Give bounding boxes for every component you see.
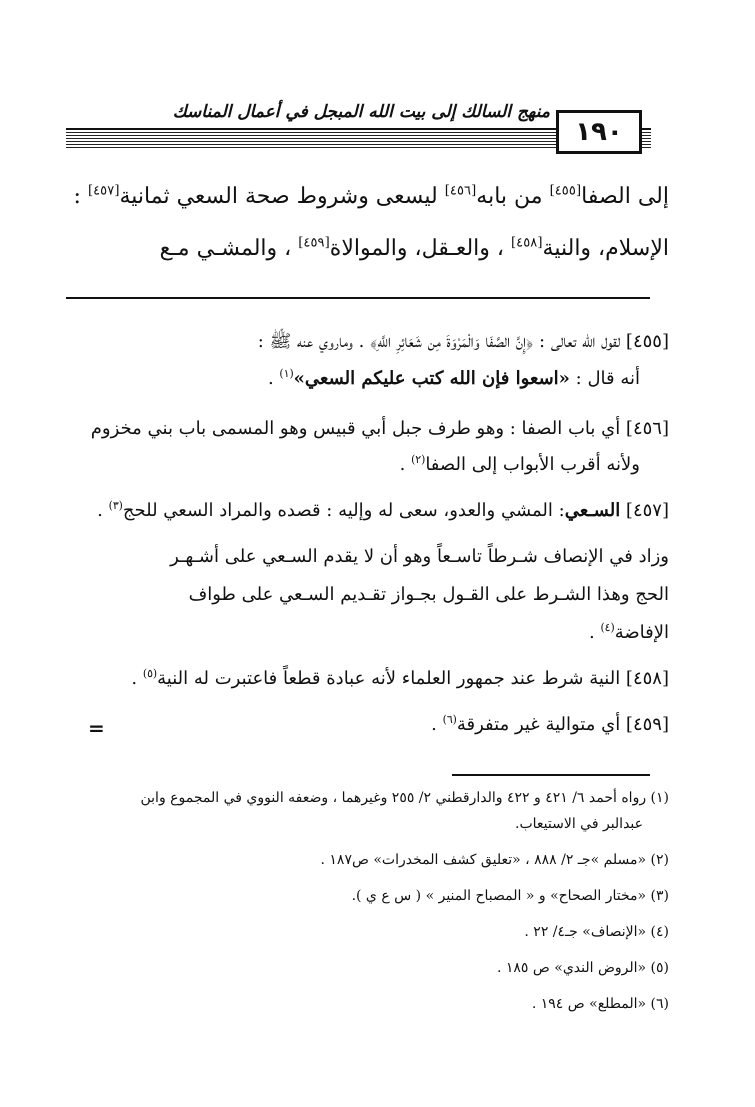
note-455-line-1: [٤٥٥] لقول الله تعالى : ﴿إِنَّ الصَّفَا وَالْمَرْوَةَ مِن شَعَائِرِ اللَّهِ﴾ . وماروي عنه ﷺ : xyxy=(257,331,669,352)
text-span: . xyxy=(431,714,443,735)
footnote-3: (٣) «مختار الصحاح» و « المصباح المنير » ( س ع ي ). xyxy=(351,888,669,904)
note-456-line-2 xyxy=(400,454,640,475)
text-span: الإفاضة xyxy=(614,622,669,643)
page-number-box xyxy=(556,110,642,154)
footnote-marker: (١) xyxy=(279,367,294,380)
ref-marker: [٤٥٧] xyxy=(87,183,120,199)
note-457 xyxy=(97,500,669,521)
text-span: الإسلام، والنية xyxy=(542,236,669,261)
footnote-marker: (٦) xyxy=(442,713,457,726)
text-span: . xyxy=(97,500,109,521)
text-span: . xyxy=(399,454,412,475)
text-span: [٤٥٨] النية شرط عند جمهور العلماء لأنه عبادة قطعاً فاعتبرت له النية xyxy=(157,668,669,689)
page-number: ١٩٠ xyxy=(575,117,623,147)
text-span: : xyxy=(73,184,88,209)
footnote-marker: (٥) xyxy=(142,667,158,680)
footnote-marker: (٢) xyxy=(411,453,426,466)
text-span: ليسعى وشروط صحة السعي ثمانية xyxy=(119,184,445,209)
text-span: [٤٥٧] xyxy=(620,500,669,521)
addition-line-3 xyxy=(589,622,669,643)
footnote-4: (٤) «الإنصاف» جـ٤/ ٢٢ . xyxy=(524,924,669,940)
footnote-divider xyxy=(452,774,650,776)
text-span: . xyxy=(131,668,143,689)
text-span: . xyxy=(267,368,280,389)
text-span: ولأنه أقرب الأبواب إلى الصفا xyxy=(425,454,640,475)
hadith-quote: «اسعوا فإن الله كتب عليكم السعي» xyxy=(293,368,570,389)
note-459 xyxy=(431,714,669,735)
text-span: ، والمشـي مـع xyxy=(159,236,299,261)
text-span: . xyxy=(589,622,601,643)
footnote-marker: (٣) xyxy=(108,499,123,512)
section-divider xyxy=(66,297,650,299)
footnote-1-line-1: (١) رواه أحمد ٦/ ٤٢١ و ٤٢٢ والدارقطني ٢/ ٢٥٥ وغيرهما ، وضعفه النووي في المجموع وابن xyxy=(140,790,669,806)
note-455-line-2 xyxy=(268,368,640,389)
running-title: منهج السالك إلى بيت الله المبجل في أعمال المناسك xyxy=(172,102,550,122)
ref-marker: [٤٥٦] xyxy=(444,183,477,199)
text-span: من بابه xyxy=(476,184,550,209)
ref-marker: [٤٥٨] xyxy=(510,235,543,251)
text-span: : المشي والعدو، سعى له وإليه : قصده والمراد السعي للحج xyxy=(122,500,565,521)
addition-line-2: الحج وهذا الشـرط على القـول بجـواز تقـديم السـعي على طواف xyxy=(188,584,669,605)
footnote-6: (٦) «المطلع» ص ١٩٤ . xyxy=(531,996,669,1012)
text-span: [٤٥٩] أي متوالية غير متفرقة xyxy=(456,714,669,735)
footnote-2: (٢) «مسلم »جـ ٢/ ٨٨٨ ، «تعليق كشف المخدرات» ص١٨٧ . xyxy=(320,852,669,868)
text-span: إلى الصفا xyxy=(581,184,669,209)
note-456-line-1: [٤٥٦] أي باب الصفا : وهو طرف جبل أبي قبيس وهو المسمى باب بني مخزوم xyxy=(90,418,669,439)
continuation-mark: = xyxy=(88,716,105,740)
ref-marker: [٤٥٩] xyxy=(298,235,330,251)
text-span: ، والعـقل، والموالاة xyxy=(329,236,511,261)
note-458 xyxy=(131,668,669,689)
footnote-1-line-2: عبدالبر في الاستيعاب. xyxy=(515,816,643,832)
footnote-marker: (٤) xyxy=(600,621,615,634)
main-text-line-1 xyxy=(74,184,669,209)
ref-marker: [٤٥٥] xyxy=(549,183,582,199)
addition-line-1: وزاد في الإنصاف شـرطاً تاسـعاً وهو أن لا يقدم السـعي على أشـهـر xyxy=(170,546,669,567)
main-text-line-2 xyxy=(160,236,669,261)
text-span: أنه قال : xyxy=(569,368,640,389)
footnote-5: (٥) «الروض الندي» ص ١٨٥ . xyxy=(496,960,669,976)
term: السـعي xyxy=(564,500,621,521)
